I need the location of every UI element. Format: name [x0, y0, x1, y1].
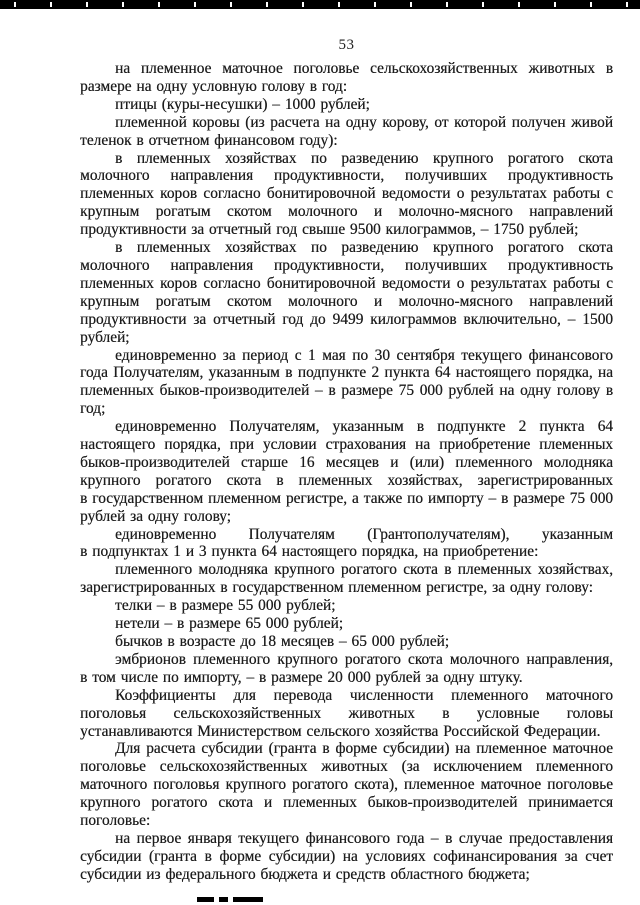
paragraph: племенного молодняка крупного рогатого скота в племенных хозяйствах, зарегистрированных в государственном племенном регистре, за одну голову:: [80, 561, 613, 597]
band-tick: [14, 2, 16, 7]
band-tick: [158, 2, 160, 7]
paragraph: единовременно за период с 1 мая по 30 сентября текущего финансового года Получателям, указанным в подпункте 2 пункта 64 настоящего порядка, на племенных быков-производителей – в размере 75 000 рублей на одну голову в год;: [80, 346, 613, 418]
paragraph: птицы (куры-несушки) – 1000 рублей;: [115, 95, 370, 113]
paragraph: в племенных хозяйствах по разведению крупного рогатого скота молочного направления продуктивности, получивших продуктивность племенных коров согласно бонитировочной ведомости о результатах работы с крупным рогатым скотом молочного и молочно-мясного направлений продуктивности за отчетный год свыше 9500 килограммов, – 1750 рублей;: [80, 149, 613, 239]
paragraph: Для расчета субсидии (гранта в форме субсидии) на племенное маточное поголовье сельскохозяйственных животных (за исключением племенного маточного поголовья крупного рогатого скота), племенное маточное поголовье крупного рогатого скота и племенных быков-производителей принимается поголовье:: [80, 740, 613, 830]
paragraph: в племенных хозяйствах по разведению крупного рогатого скота молочного направления продуктивности, получивших продуктивность племенных коров согласно бонитировочной ведомости о результатах работы с крупным рогатым скотом молочного и молочно-мясного направлений продуктивности за отчетный год до 9499 килограммов включительно, – 1500 рублей;: [80, 239, 613, 346]
band-tick: [266, 2, 268, 7]
band-tick: [86, 2, 88, 7]
bottom-dash: [233, 897, 263, 902]
band-tick: [338, 2, 340, 7]
document-body: [80, 60, 613, 884]
band-tick: [626, 2, 628, 7]
bottom-dash: [197, 897, 214, 902]
paragraph: племенной коровы (из расчета на одну корову, от которой получен живой теленок в отчетном финансовом году):: [80, 113, 613, 149]
scan-top-band: [0, 0, 640, 9]
paragraph: Коэффициенты для перевода численности племенного маточного поголовья сельскохозяйственных животных в условные головы устанавливаются Министерством сельского хозяйства Российской Федерации.: [80, 686, 613, 740]
band-tick: [50, 2, 52, 7]
band-tick: [590, 2, 592, 7]
band-tick: [518, 2, 520, 7]
band-tick: [554, 2, 556, 7]
paragraph: нетели – в размере 65 000 рублей;: [115, 615, 344, 633]
paragraph: на первое января текущего финансового года – в случае предоставления субсидии (гранта в форме субсидии) на условиях софинансирования за счет субсидии из федерального бюджета и средств областного бюджета;: [80, 829, 613, 883]
paragraph: единовременно Получателям (Грантополучателям), указанным в подпунктах 1 и 3 пункта 64 настоящего порядка, на приобретение:: [80, 525, 613, 561]
band-tick: [374, 2, 376, 7]
band-tick: [230, 2, 232, 7]
band-tick: [122, 2, 124, 7]
paragraph: на племенное маточное поголовье сельскохозяйственных животных в размере на одну условную голову в год:: [80, 60, 613, 95]
band-tick: [446, 2, 448, 7]
paragraph: единовременно Получателям, указанным в подпункте 2 пункта 64 настоящего порядка, при условии страхования на приобретение племенных быков-производителей старше 16 месяцев и (или) племенного молодняка крупного рогатого скота в племенных хозяйствах, зарегистрированных в государственном племенном регистре, а также по импорту – в размере 75 000 рублей за одну голову;: [80, 418, 613, 525]
paragraph: эмбрионов племенного крупного рогатого скота молочного направления, в том числе по импорту, – в размере 20 000 рублей за одну штуку.: [80, 650, 613, 686]
band-tick: [302, 2, 304, 7]
band-tick: [482, 2, 484, 7]
page-number: 53: [338, 37, 355, 53]
paragraph: бычков в возрасте до 18 месяцев – 65 000 рублей;: [115, 633, 450, 650]
paragraph: телки – в размере 55 000 рублей;: [115, 597, 336, 615]
band-tick: [194, 2, 196, 7]
band-tick: [410, 2, 412, 7]
bottom-dash: [219, 897, 228, 902]
